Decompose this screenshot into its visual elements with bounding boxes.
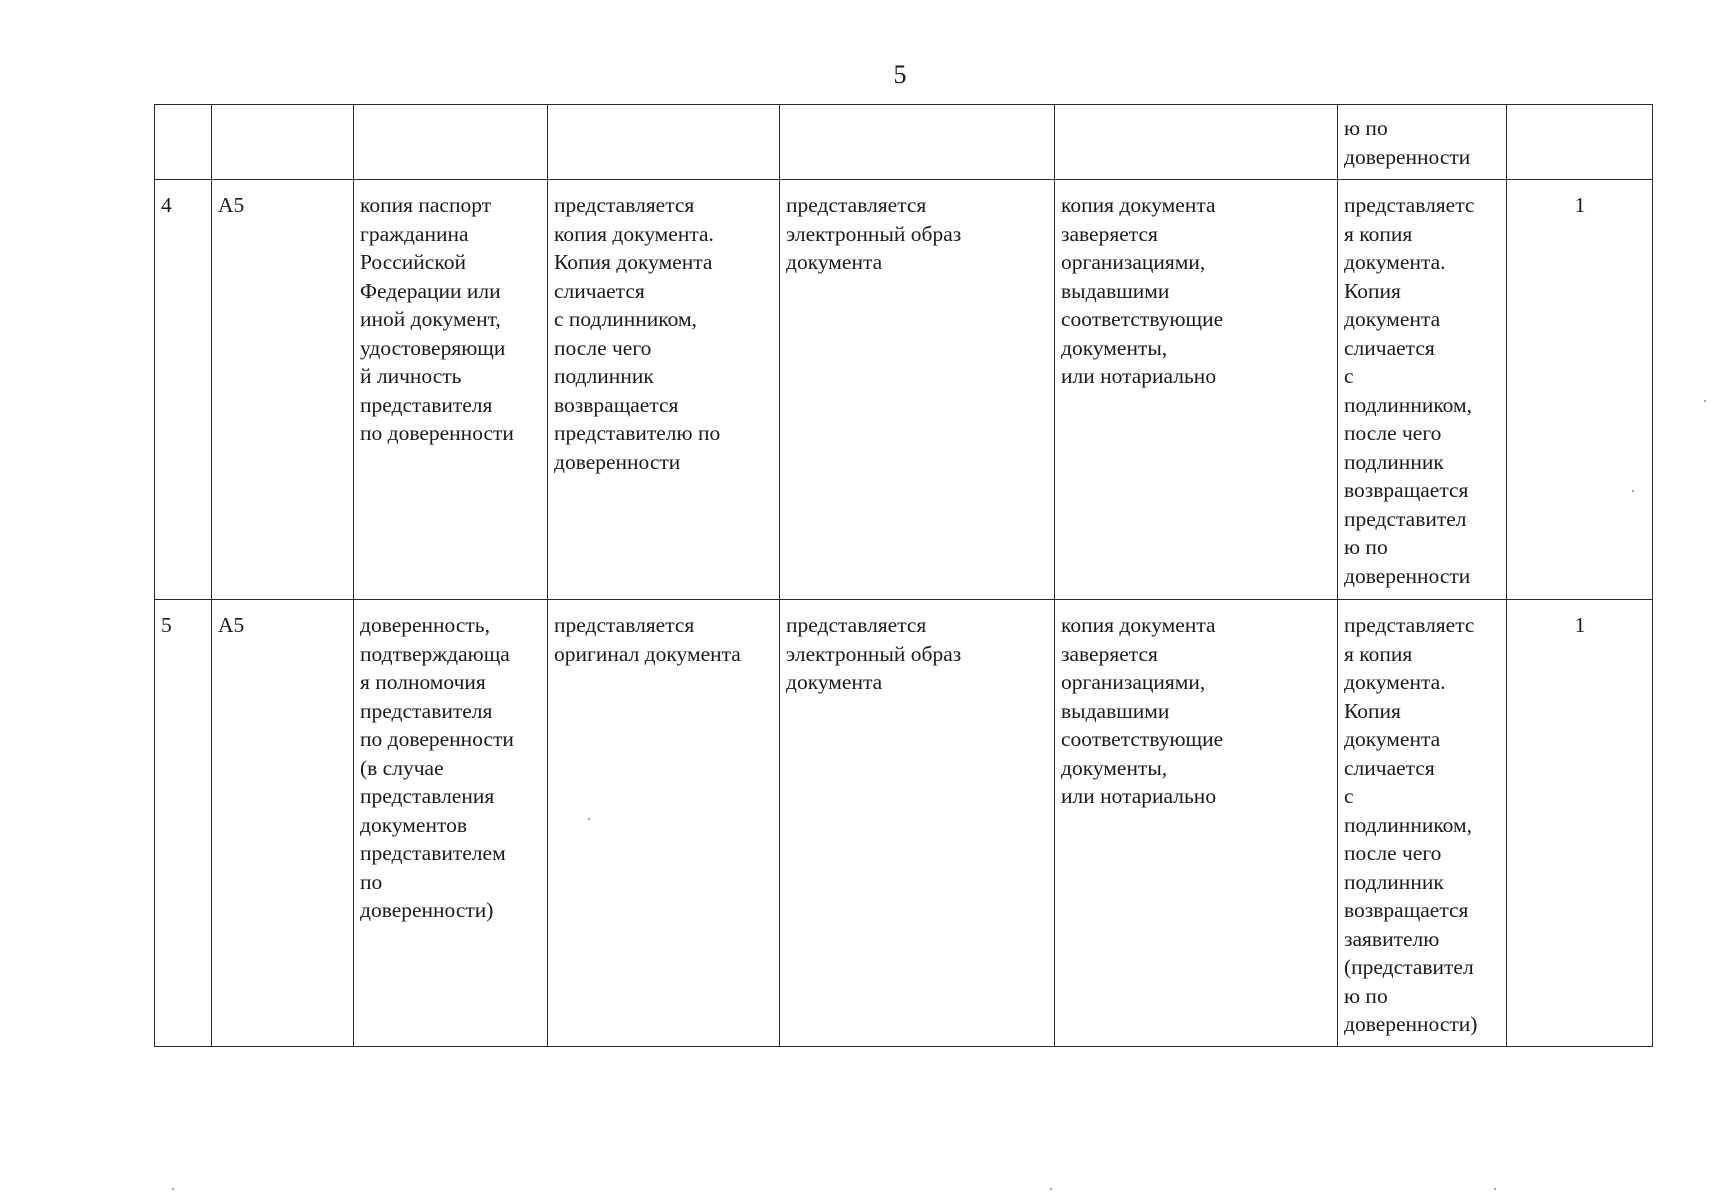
- scan-speck: [1632, 490, 1634, 492]
- table-cell: [780, 105, 1055, 180]
- certification-cell: копия документа заверяется организациями, выдавшими соответствующие документы, или нотариально: [1055, 600, 1338, 1047]
- row-number-cell: 4: [155, 180, 212, 600]
- table-cell: [1507, 105, 1653, 180]
- table-cell: [212, 105, 354, 180]
- table-row: [155, 180, 1653, 600]
- page-number: 5: [893, 60, 907, 89]
- scan-speck: [172, 1188, 174, 1190]
- electronic-requirements-cell: представляется электронный образ документа: [780, 180, 1055, 600]
- document-code-cell: А5: [212, 600, 354, 1047]
- electronic-requirements-cell: представляется электронный образ документа: [780, 600, 1055, 1047]
- document-name-cell: копия паспорт гражданина Российской Федерации или иной документ, удостоверяющи й личность представителя по доверенности: [354, 180, 548, 600]
- table-cell: [155, 105, 212, 180]
- table-cell: [354, 105, 548, 180]
- table-cell: [1055, 105, 1338, 180]
- scan-speck: [1494, 1188, 1496, 1190]
- documents-table: [154, 104, 1653, 1047]
- document-count-cell: 1: [1507, 600, 1653, 1047]
- scan-speck: [588, 818, 590, 820]
- row-number-cell: 5: [155, 600, 212, 1047]
- table-row: [155, 600, 1653, 1047]
- table-cell: [548, 105, 780, 180]
- certification-cell: копия документа заверяется организациями, выдавшими соответствующие документы, или нотариально: [1055, 180, 1338, 600]
- document-name-cell: доверенность, подтверждающа я полномочия представителя по доверенности (в случае представления документов представителем по доверенности): [354, 600, 548, 1047]
- table-row-continuation: [155, 105, 1653, 180]
- mfc-requirements-cell: представляетс я копия документа. Копия документа сличается с подлинником, после чего подлинник возвращается заявителю (представител ю по доверенности): [1338, 600, 1507, 1047]
- in-person-requirements-cell: представляется копия документа. Копия документа сличается с подлинником, после чего подлинник возвращается представителю по доверенности: [548, 180, 780, 600]
- table-cell-mfc: ю по доверенности: [1338, 105, 1507, 180]
- scan-speck: [1050, 1188, 1052, 1190]
- document-code-cell: А5: [212, 180, 354, 600]
- in-person-requirements-cell: представляется оригинал документа: [548, 600, 780, 1047]
- scan-speck: [1704, 400, 1706, 402]
- mfc-requirements-cell: представляетс я копия документа. Копия документа сличается с подлинником, после чего подлинник возвращается представител ю по доверенности: [1338, 180, 1507, 600]
- document-count-cell: 1: [1507, 180, 1653, 600]
